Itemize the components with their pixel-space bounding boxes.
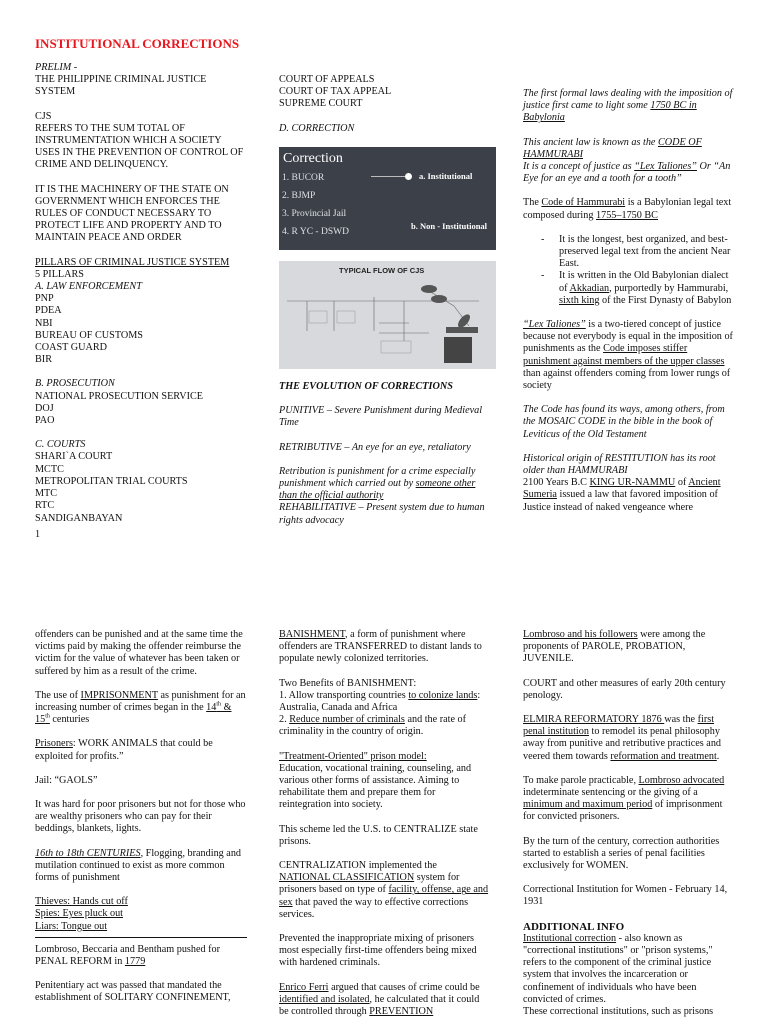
slide-institutional: a. Institutional	[419, 171, 473, 181]
benefits-heading: Two Benefits of BANISHMENT:	[279, 677, 417, 689]
lom-a: Lombroso and his followers	[523, 629, 638, 640]
pillar-a-heading: A. LAW ENFORCEMENT	[35, 281, 142, 293]
pillar-b-item: NATIONAL PROSECUTION SERVICE	[35, 390, 204, 402]
imp-c: as punishment for an increasing number of crimes began in the	[35, 689, 246, 714]
slide-item: 2. BJMP	[282, 191, 316, 201]
treatment-heading: "Treatment-Oriented" prison model:	[279, 750, 427, 762]
reform-a: Lombroso, Beccaria and Bentham pushed for PENAL REFORM in	[35, 943, 221, 968]
prisoners-b: : WORK ANIMALS that could be exploited for profits.”	[35, 738, 213, 762]
five-pillars: 5 PILLARS	[35, 268, 84, 280]
code-bullets	[523, 234, 733, 307]
rehabilitative-text: REHABILITATIVE – Present system due to human rights advocacy	[279, 502, 485, 526]
parole-paragraph	[523, 775, 733, 824]
centralization-paragraph	[279, 860, 489, 921]
benefit-1	[279, 690, 489, 714]
slide-item: 4. R YC - DSWD	[282, 227, 349, 237]
cjs-definition: REFERS TO THE SUM TOTAL OF INSTRUMENTATION WHICH A SOCIETY USES IN THE PREVENTION OF CONTROL OF CRIME AND DELINQUENCY.	[35, 122, 244, 171]
imp-f: & 15	[35, 702, 232, 726]
cent5-b: NATIONAL CLASSIFICATION	[279, 872, 415, 884]
punishment-item: Liars: Tongue out	[35, 920, 108, 932]
hammurabi-d: “Lex Taliones”	[634, 161, 697, 173]
court-item: SUPREME COURT	[279, 98, 363, 110]
benefit-2	[279, 714, 489, 738]
bullet2-a: It is written in the Old Babylonian dialect of	[559, 270, 729, 294]
document-title: INSTITUTIONAL CORRECTIONS	[35, 36, 240, 51]
elm-c: was the	[664, 714, 698, 726]
lex-c: Code imposes stiffer punishment against members of the upper classes	[523, 343, 725, 367]
hammurabi-paragraph	[523, 137, 733, 186]
column-2	[279, 74, 489, 135]
column-2-lower	[279, 381, 489, 527]
court-item: COURT OF APPEALS	[279, 74, 375, 85]
b1-c: : Australia, Canada and Africa	[279, 689, 481, 714]
code-d: 1755–1750 BC	[596, 209, 658, 221]
court-paragraph: COURT and other measures of early 20th century penology.	[523, 677, 726, 701]
ferri-a: Enrico Ferri	[279, 981, 329, 993]
ferri-d: , he calculated that it could be controlled through	[279, 993, 480, 1018]
b2-a: 2.	[279, 714, 290, 726]
retributive-text: RETRIBUTIVE – An eye for an eye, retaliatory	[279, 441, 471, 453]
punitive-text: PUNITIVE – Severe Punishment during Medieval Time	[279, 405, 483, 429]
imp-g: th	[45, 713, 50, 720]
column-4	[35, 629, 247, 1005]
pillar-a-item: BUREAU OF CUSTOMS	[35, 329, 143, 341]
lex-d: than against offenders coming from lower rungs of society	[523, 367, 731, 392]
punishment-item: Spies: Eyes pluck out	[35, 908, 124, 920]
banishment-paragraph	[279, 629, 489, 666]
imp-h: centuries	[49, 714, 90, 726]
jail-paragraph: Jail: “GAOLS”	[35, 774, 98, 786]
slide-bullet-icon	[405, 173, 412, 180]
elm-a: ELMIRA REFORMATORY	[523, 714, 639, 726]
pillar-a-item: PDEA	[35, 305, 62, 317]
women-institution: Correctional Institution for Women - February 14, 1931	[523, 884, 728, 908]
code-paragraph	[523, 197, 733, 221]
ferri-b: argued that causes of crime could be	[328, 981, 480, 993]
bullet2-d: sixth king	[559, 294, 600, 306]
cent5-e: that paved the way to effective corrections services.	[279, 896, 469, 920]
correction-slide	[279, 147, 496, 250]
hammurabi-a: This ancient law is known as the	[523, 136, 658, 148]
lex-b: is a two-tiered concept of justice because not everybody is equal in the imposition of punishments as the	[523, 319, 733, 355]
imp-a: The use of	[35, 689, 81, 701]
bullet2-e: of the First Dynasty of Babylon	[599, 294, 732, 306]
elmira-paragraph	[523, 714, 733, 763]
prisoners-a: Prisoners	[35, 738, 73, 750]
pillar-c-item: RTC	[35, 500, 55, 512]
prelim-label: PRELIM -	[35, 62, 78, 73]
ur-nammu-paragraph	[523, 477, 733, 514]
retribution-text	[279, 466, 489, 503]
first-laws-paragraph	[523, 88, 733, 125]
prisoners-paragraph	[35, 738, 247, 762]
ur-d: Ancient Sumeria	[523, 477, 721, 501]
evolution-heading: THE EVOLUTION OF CORRECTIONS	[279, 381, 453, 392]
pillar-c-item: SHARI`A COURT	[35, 451, 113, 463]
ur-a: 2100 Years B.C	[523, 477, 590, 489]
list-item: - It is the longest, best organized, and best-preserved legal text from the ancient Near East.	[559, 234, 733, 271]
par-b: Lombroso advocated	[638, 774, 725, 786]
column-6	[523, 629, 733, 1018]
par-c: indeterminate sentencing or the giving of a	[523, 787, 698, 799]
penitentiary-paragraph: Penitentiary act was passed that mandated the establishment of SOLITARY CONFINEMENT,	[35, 980, 231, 1004]
pillar-a-item: NBI	[35, 317, 53, 329]
code-a: The	[523, 197, 542, 209]
ferri-paragraph	[279, 982, 489, 1019]
hammurabi-b: CODE OF HAMMURABI	[523, 136, 702, 160]
elm-d: first penal institution	[523, 714, 715, 738]
ic-a: Institutional correction	[523, 932, 617, 944]
par-e: of imprisonment for convicted prisoners.	[523, 799, 723, 823]
ur-c: of	[675, 477, 689, 489]
slide-connector	[371, 176, 405, 177]
punishment-item: Thieves: Hands cut off	[35, 896, 128, 908]
cjs-system-heading: THE PHILIPPINE CRIMINAL JUSTICE SYSTEM	[35, 74, 207, 98]
cent5-a: CENTRALIZATION implemented the	[279, 860, 437, 872]
pillar-c-item: SANDIGANBAYAN	[35, 512, 123, 524]
ferri-e: PREVENTION	[369, 1006, 434, 1018]
first-laws-b: 1750 BC in Babylonia	[523, 100, 697, 124]
treatment-paragraph: Education, vocational training, counseling, and various other forms of assistance. Aiming to rehabilitate them and prepare them for reintegration into society.	[279, 762, 472, 811]
ferri-c: identified and isolated	[279, 993, 370, 1005]
pillar-b-heading: B. PROSECUTION	[35, 378, 115, 390]
b1-a: 1. Allow transporting countries	[279, 689, 409, 701]
page-number: 1	[35, 528, 41, 540]
cent5-d: facility, offense, age and sex	[279, 884, 489, 908]
pillar-a-item: COAST GUARD	[35, 342, 107, 354]
mixing-paragraph: Prevented the inappropriate mixing of prisoners most especially first-time offenders being mixed with hardened criminals.	[279, 933, 477, 969]
column-5	[279, 629, 489, 1018]
imprisonment-paragraph	[35, 690, 247, 727]
cent5-c: system for prisoners based on type of	[279, 872, 460, 896]
column-1	[35, 62, 247, 541]
retribution-text-a: Retribution is punishment for a crime especially punishment which carried out by	[279, 465, 476, 490]
centralize-paragraph: This scheme led the U.S. to CENTRALIZE state prisons.	[279, 823, 478, 847]
list-item	[559, 270, 733, 307]
pillar-a-item: BIR	[35, 354, 52, 366]
cjs-flow-diagram	[279, 261, 496, 369]
cent-a: 16th to 18th CENTURIES	[35, 847, 141, 859]
penal-reform-paragraph	[35, 944, 247, 968]
hammurabi-c: It is a concept of justice as	[523, 161, 635, 173]
pillar-b-item: PAO	[35, 415, 55, 427]
elm-b: 1876	[638, 714, 665, 726]
lex-taliones-paragraph	[523, 319, 733, 392]
pillar-c-item: MTC	[35, 488, 58, 500]
institutions-paragraph: These correctional institutions, such as prisons	[523, 1006, 714, 1018]
reform-b: 1779	[124, 956, 146, 968]
additional-info-heading: ADDITIONAL INFO	[523, 920, 625, 933]
bullet2-b: Akkadian	[569, 282, 610, 294]
institutional-correction-paragraph	[523, 933, 733, 1006]
slide-item: 3. Provincial Jail	[282, 209, 347, 219]
restitution-continued: offenders can be punished and at the same time the victims paid by making the offender reimburse the victim for the value of whatever has been taken or suffered by him as a result of the crime.	[35, 629, 243, 677]
correction-heading: D. CORRECTION	[279, 122, 355, 134]
pillar-b-item: DOJ	[35, 402, 54, 414]
imp-b: IMPRISONMENT	[80, 689, 158, 701]
b2-b: Reduce number of criminals	[289, 714, 405, 726]
flow-diagram-graphic	[279, 261, 496, 369]
ban-b: , a form of punishment where offenders are TRANSFERRED to distant lands to populate newly colonized territories.	[279, 629, 482, 665]
lombroso-paragraph	[523, 629, 733, 666]
flow-title: TYPICAL FLOW OF CJS	[339, 266, 425, 275]
column-3	[523, 88, 733, 514]
slide-item: 1. BUCOR	[282, 173, 325, 183]
pillars-heading: PILLARS OF CRIMINAL JUSTICE SYSTEM	[35, 256, 230, 268]
mosaic-paragraph: The Code has found its ways, among others, from the MOSAIC CODE in the bible in the book of Leviticus of the Old Testament	[523, 404, 725, 440]
bullet2-c: , purportedly by Hammurabi,	[609, 282, 729, 294]
imp-d: 14	[206, 702, 217, 714]
lex-a: “Lex Taliones”	[523, 319, 586, 331]
retribution-text-b: someone other than the official authority	[279, 478, 476, 502]
b2-c: and the rate of criminality in the country of origin.	[279, 714, 467, 738]
code-c: is a Babylonian legal text composed during	[523, 197, 732, 221]
elm-g: .	[716, 750, 720, 762]
court-item: COURT OF TAX APPEAL	[279, 86, 392, 98]
pillar-c-heading: C. COURTS	[35, 439, 86, 451]
par-a: To make parole practicable,	[523, 774, 639, 786]
code-b: Code of Hammurabi	[541, 197, 626, 209]
slide-non-institutional: b. Non - Institutional	[411, 221, 488, 231]
machinery-paragraph: IT IS THE MACHINERY OF THE STATE ON GOVERNMENT WHICH ENFORCES THE RULES OF CONDUCT NECESSARY TO PROTECT LIFE AND PROPERTY AND TO MAINTAIN PEACE AND ORDER	[35, 183, 229, 244]
slide-heading: Correction	[283, 151, 343, 166]
elm-f: reformation and treatment	[610, 750, 717, 762]
b1-b: to colonize lands	[408, 689, 478, 701]
pillar-a-item: PNP	[35, 293, 54, 305]
centuries-paragraph	[35, 848, 247, 885]
women-paragraph: By the turn of the century, correction authorities started to establish a series of penal facilities exclusively for WOMEN.	[523, 835, 720, 872]
imp-e: th	[216, 701, 222, 708]
ur-e: issued a law that favored imposition of Justice instead of naked vengeance where	[523, 489, 718, 513]
first-laws-a: The first formal laws dealing with the imposition of justice first came to light some	[523, 88, 733, 112]
lom-b: were among the proponents of PAROLE, PROBATION, JUVENILE.	[523, 629, 706, 665]
ban-a: BANISHMENT	[279, 629, 346, 640]
restitution-paragraph: Historical origin of RESTITUTION has its root older than HAMMURABI	[523, 452, 716, 477]
hammurabi-e: Or “An Eye for an eye and a tooth for a tooth”	[523, 161, 731, 185]
cent-b: , Flogging, branding and mutilation continued to exist as more common forms of punishment	[35, 847, 242, 884]
divider	[35, 937, 247, 938]
cjs-label: CJS	[35, 110, 52, 122]
ic-b: - also known as "correctional institutions" or "prison systems," refers to the component of the criminal justice system that involves the incarceration or confinement of individuals who have been convicted of crimes.	[523, 932, 713, 1005]
pillar-c-item: MCTC	[35, 463, 64, 475]
elm-e: to remodel its penal philosophy away from punitive and retributive practices and veered them towards	[523, 726, 722, 762]
par-d: minimum and maximum period	[523, 799, 653, 811]
ur-b: KING UR-NAMMU	[589, 477, 676, 489]
pillar-c-item: METROPOLITAN TRIAL COURTS	[35, 475, 188, 487]
poor-prisoners-paragraph: It was hard for poor prisoners but not for those who are wealthy prisoners who can pay for their beddings, blankets, lights.	[35, 799, 246, 835]
